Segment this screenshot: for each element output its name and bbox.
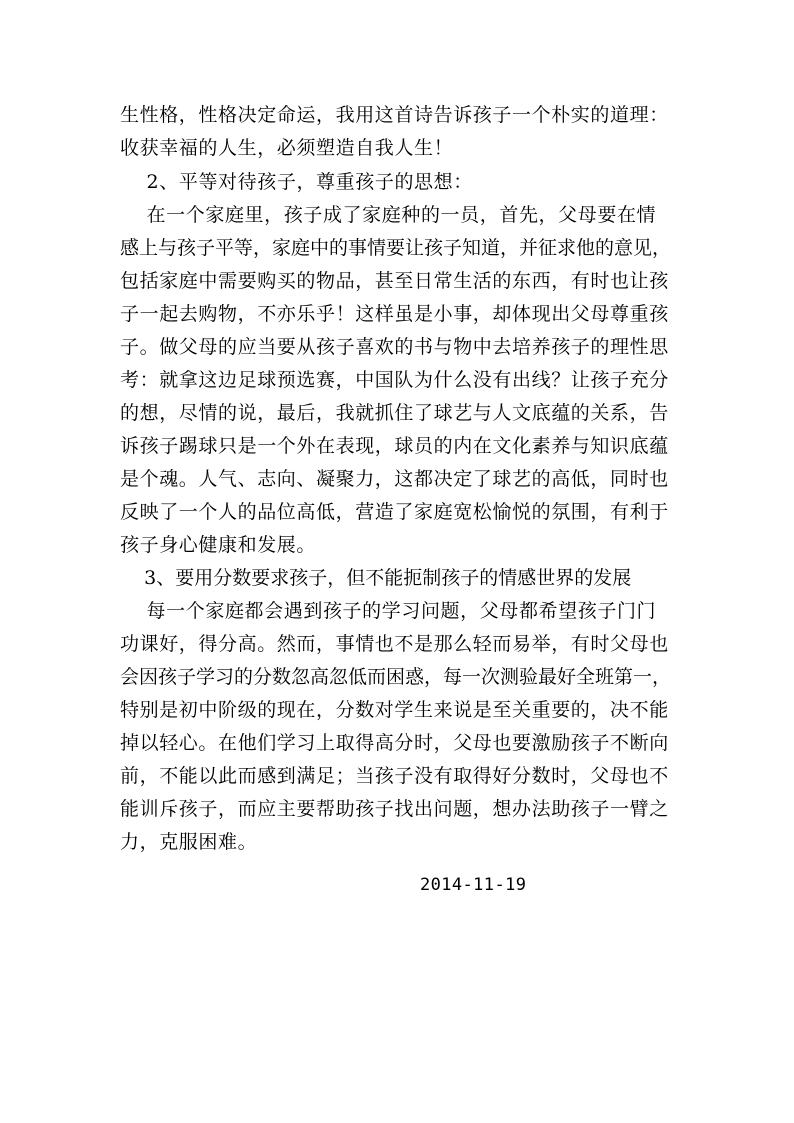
text-line-6: 包括家庭中需要购买的物品，甚至日常生活的东西，有时也让孩	[120, 270, 669, 292]
text-line-11: 诉孩子踢球只是一个外在表现，球员的内在文化素养与知识底蕴	[120, 435, 669, 457]
text-line-10: 的想，尽情的说，最后，我就抓住了球艺与人文底蕴的关系，告	[120, 402, 669, 424]
text-line-17: 功课好，得分高。然而，事情也不是那么轻而易举，有时父母也	[120, 633, 669, 655]
section-heading-2: 2、平等对待孩子，尊重孩子的思想：	[120, 171, 473, 193]
text-line-8: 子。做父母的应当要从孩子喜欢的书与物中去培养孩子的理性思	[120, 336, 669, 358]
document-date: 2014-11-19	[420, 875, 527, 895]
text-line-12: 是个魂。人气、志向、凝聚力，这都决定了球艺的高低，同时也	[120, 468, 669, 490]
text-line-19: 特别是初中阶级的现在，分数对学生来说是至关重要的，决不能	[120, 699, 669, 721]
text-line-2: 收获幸福的人生，必须塑造自我人生！	[120, 137, 454, 159]
text-line-16: 每一个家庭都会遇到孩子的学习问题，父母都希望孩子门门	[120, 600, 657, 622]
text-line-13: 反映了一个人的品位高低，营造了家庭宽松愉悦的氛围，有利于	[120, 501, 669, 523]
text-line-14: 孩子身心健康和发展。	[120, 534, 317, 556]
text-line-1: 生性格，性格决定命运，我用这首诗告诉孩子一个朴实的道理：	[120, 104, 669, 126]
text-line-22: 能训斥孩子，而应主要帮助孩子找出问题，想办法助孩子一臂之	[120, 798, 669, 820]
text-line-7: 子一起去购物，不亦乐乎！这样虽是小事，却体现出父母尊重孩	[120, 303, 669, 325]
text-line-20: 掉以轻心。在他们学习上取得高分时，父母也要激励孩子不断向	[120, 732, 669, 754]
text-line-18: 会因孩子学习的分数忽高忽低而困惑，每一次测验最好全班第一，	[120, 666, 672, 688]
text-line-23: 力，克服困难。	[120, 831, 258, 853]
text-line-9: 考：就拿这边足球预选赛，中国队为什么没有出线？让孩子充分	[120, 369, 669, 391]
section-heading-3: 3、要用分数要求孩子，但不能扼制孩子的情感世界的发展	[120, 567, 632, 589]
text-line-21: 前，不能以此而感到满足；当孩子没有取得好分数时，父母也不	[120, 765, 669, 787]
text-line-4: 在一个家庭里，孩子成了家庭种的一员，首先，父母要在情	[120, 204, 657, 226]
text-line-5: 感上与孩子平等，家庭中的事情要让孩子知道，并征求他的意见，	[120, 237, 672, 259]
